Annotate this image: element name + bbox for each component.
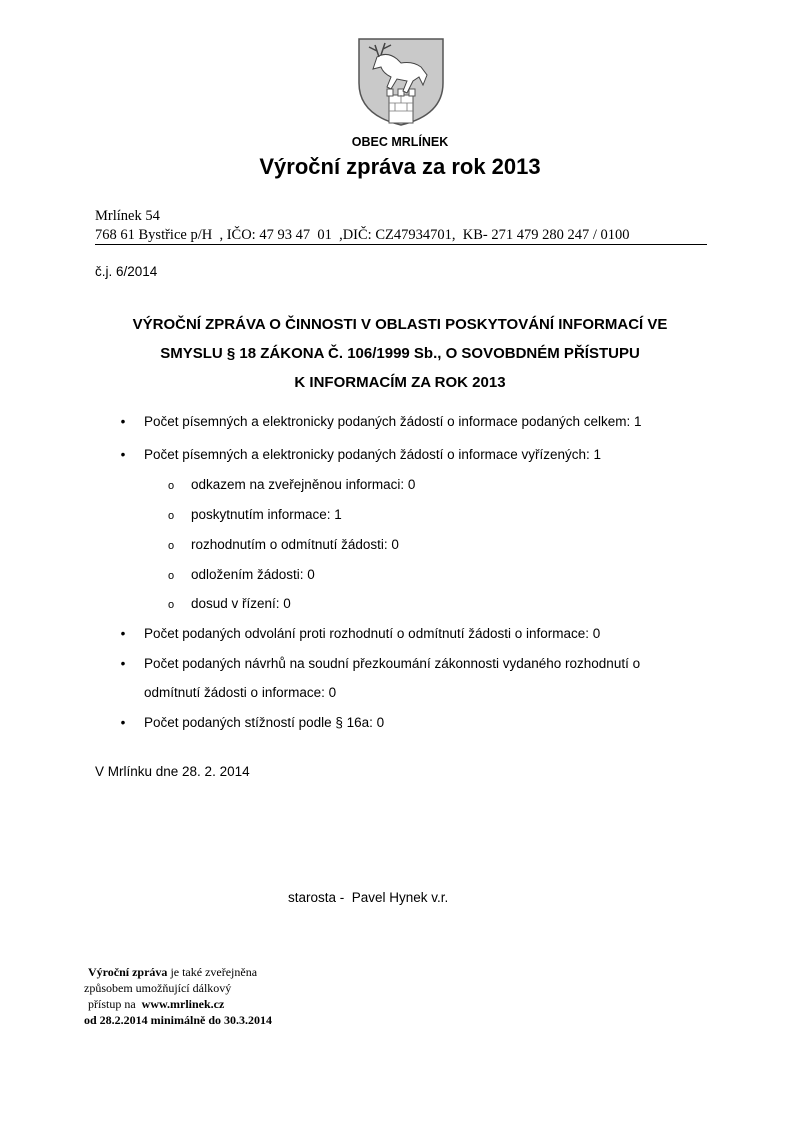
- reference-number: č.j. 6/2014: [95, 264, 158, 279]
- sub-list-item-text: odložením žádosti: 0: [191, 567, 315, 582]
- sub-list-item-text: poskytnutím informace: 1: [191, 507, 342, 522]
- bullet-marker: •: [120, 414, 126, 429]
- list-item-text: odmítnutí žádosti o informace: 0: [144, 685, 337, 700]
- municipality-name: OBEC MRLÍNEK: [351, 135, 449, 149]
- sub-list-item-text: rozhodnutím o odmítnutí žádosti: 0: [191, 537, 399, 552]
- address-divider: [95, 244, 707, 245]
- note-text: je také zveřejněna: [167, 965, 258, 979]
- bullet-marker: •: [120, 656, 126, 671]
- sub-bullet-marker: o: [167, 540, 175, 552]
- report-heading: [0, 310, 800, 397]
- heading-line-3: K INFORMACÍM ZA ROK 2013: [294, 374, 506, 391]
- signature-line: starosta - Pavel Hynek v.r.: [288, 890, 449, 905]
- address-street: Mrlínek 54: [95, 208, 160, 224]
- coat-of-arms-emblem: [357, 37, 445, 127]
- publication-note: [84, 964, 272, 1028]
- bullet-marker: •: [120, 447, 126, 462]
- heading-line-1: VÝROČNÍ ZPRÁVA O ČINNOSTI V OBLASTI POSKYTOVÁNÍ INFORMACÍ VE: [132, 316, 668, 333]
- bullet-marker: •: [120, 626, 126, 641]
- address-block: [95, 207, 629, 245]
- list-item-text: Počet podaných odvolání proti rozhodnutí o odmítnutí žádosti o informace: 0: [144, 626, 601, 641]
- sub-bullet-marker: o: [167, 599, 175, 611]
- signing-date: V Mrlínku dne 28. 2. 2014: [95, 764, 250, 779]
- note-line-3: [84, 996, 272, 1012]
- bullet-marker: •: [120, 715, 126, 730]
- note-bold-title: Výroční zpráva: [88, 965, 168, 979]
- document-title: Výroční zpráva za rok 2013: [259, 154, 541, 179]
- list-item-text: Počet písemných a elektronicky podaných žádostí o informace podaných celkem: 1: [144, 414, 642, 429]
- list-item-text: Počet podaných návrhů na soudní přezkoumání zákonnosti vydaného rozhodnutí o: [144, 656, 641, 671]
- sub-bullet-marker: o: [167, 480, 175, 492]
- note-line-4: od 28.2.2014 minimálně do 30.3.2014: [84, 1013, 273, 1027]
- sub-bullet-marker: o: [167, 570, 175, 582]
- sub-bullet-marker: o: [167, 510, 175, 522]
- note-line-1: [84, 964, 272, 980]
- note-line-2: způsobem umožňující dálkový: [84, 981, 232, 995]
- website-link-text: www.mrlinek.cz: [141, 997, 225, 1011]
- sub-list-item-text: odkazem na zveřejněnou informaci: 0: [191, 477, 416, 492]
- note-text: přístup na: [88, 997, 142, 1011]
- list-item-text: Počet písemných a elektronicky podaných žádostí o informace vyřízených: 1: [144, 447, 601, 462]
- address-ids: 768 61 Bystřice p/H , IČO: 47 93 47 01 ,DIČ: CZ47934701, KB- 271 479 280 247 / 0100: [95, 227, 630, 243]
- list-item-text: Počet podaných stížností podle § 16a: 0: [144, 715, 385, 730]
- heading-line-2: SMYSLU § 18 ZÁKONA Č. 106/1999 Sb., O SOVOBDNÉM PŘÍSTUPU: [160, 345, 640, 362]
- sub-list-item-text: dosud v řízení: 0: [191, 596, 291, 611]
